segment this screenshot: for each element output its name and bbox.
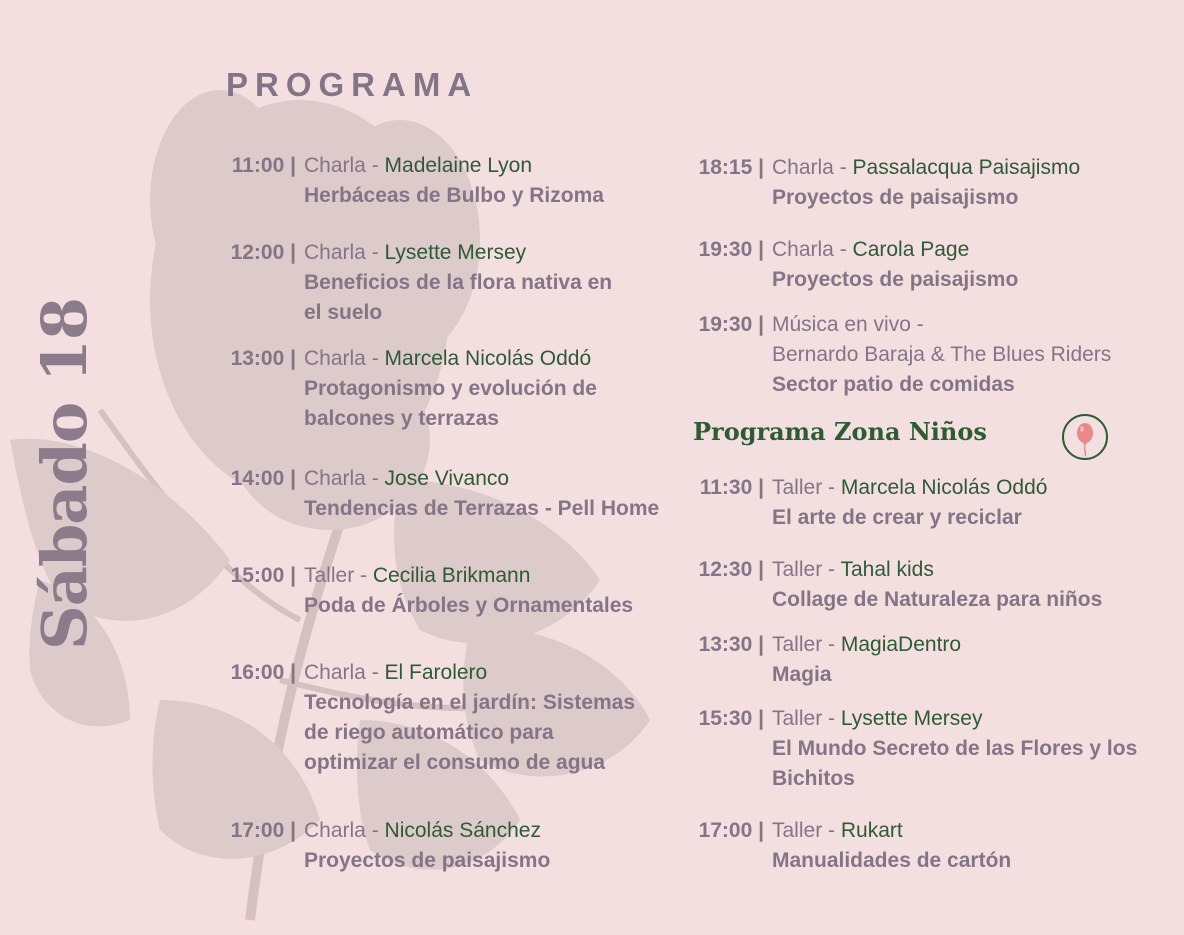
event-time: 19:30 | [698,313,764,336]
event-title: de riego automático para [304,721,554,744]
event-title: Proyectos de paisajismo [772,268,1019,291]
event-item [230,344,597,434]
event-title: Bichitos [772,767,855,790]
event-time: 18:15 | [698,156,764,179]
event-time: 13:00 | [230,347,296,370]
event-speaker: El Farolero [384,661,488,684]
event-time: 14:00 | [230,467,296,490]
event-item [230,816,551,876]
event-title: El arte de crear y reciclar [772,506,1022,529]
event-time: 17:00 | [230,819,296,842]
event-item [698,816,1012,876]
event-type: Taller - [304,564,373,587]
event-speaker: Marcela Nicolás Oddó [384,347,592,370]
event-speaker: Nicolás Sánchez [384,819,541,842]
event-time: 12:30 | [698,558,764,581]
event-speaker: Cecilia Brikmann [372,564,531,587]
event-time: 16:00 | [230,661,296,684]
event-title: Collage de Naturaleza para niños [772,588,1103,611]
event-speaker: Carola Page [852,238,970,261]
event-speaker: Tahal kids [840,558,934,581]
event-title: Herbáceas de Bulbo y Rizoma [304,184,604,207]
event-time: 11:30 | [699,476,764,499]
event-item [698,153,1081,213]
event-title: Sector patio de comidas [772,373,1015,396]
program-title: PROGRAMA [226,66,479,103]
event-speaker: Lysette Mersey [840,707,983,730]
event-type: Charla - [304,467,385,490]
event-type: Charla - [304,241,385,264]
event-title: Tendencias de Terrazas - Pell Home [304,497,660,520]
event-title: Manualidades de cartón [772,849,1012,872]
event-type: Charla - [304,661,385,684]
event-title: el suelo [304,301,383,324]
event-title: Magia [772,663,832,686]
event-performer: Bernardo Baraja & The Blues Riders [772,343,1112,366]
event-item [230,658,636,778]
event-item [230,561,634,621]
day-label: Sábado 18 [28,297,101,650]
event-type: Taller - [772,707,841,730]
event-title: El Mundo Secreto de las Flores y los [772,737,1138,760]
event-speaker: Jose Vivanco [384,467,510,490]
event-item [699,473,1048,533]
event-type: Charla - [304,819,385,842]
event-type: Charla - [772,238,853,261]
event-speaker: Lysette Mersey [384,241,527,264]
event-time: 19:30 | [698,238,764,261]
event-speaker: Passalacqua Paisajismo [852,156,1081,179]
event-speaker: Madelaine Lyon [384,154,533,177]
event-time: 11:00 | [231,154,296,177]
event-speaker: Marcela Nicolás Oddó [840,476,1048,499]
event-item [698,235,1019,295]
event-item [698,630,962,690]
event-item [698,704,1138,794]
event-title: Poda de Árboles y Ornamentales [304,594,634,617]
event-time: 15:30 | [698,707,764,730]
event-type: Taller - [772,633,841,656]
event-item [698,555,1103,615]
event-item [230,464,660,524]
event-title: Protagonismo y evolución de [304,377,597,400]
event-time: 15:00 | [230,564,296,587]
event-title: Tecnología en el jardín: Sistemas [304,691,636,714]
event-type: Taller - [772,819,841,842]
event-type: Charla - [304,347,385,370]
event-title: Proyectos de paisajismo [772,186,1019,209]
event-time: 17:00 | [698,819,764,842]
event-title: Proyectos de paisajismo [304,849,551,872]
event-title: optimizar el consumo de agua [304,751,606,774]
event-title: Beneficios de la flora nativa en [304,271,613,294]
event-type: Charla - [304,154,385,177]
event-speaker: MagiaDentro [840,633,962,656]
event-item [230,238,613,328]
balloon-icon [1061,413,1109,461]
event-type: Taller - [772,476,841,499]
event-type: Charla - [772,156,853,179]
kids-program-title: Programa Zona Niños [693,417,987,446]
event-time: 12:00 | [230,241,296,264]
event-item [698,310,1112,400]
event-time: 13:30 | [698,633,764,656]
event-item [231,151,604,211]
event-type: Música en vivo - [772,313,924,336]
event-type: Taller - [772,558,841,581]
event-speaker: Rukart [840,819,903,842]
event-title: balcones y terrazas [304,407,499,430]
